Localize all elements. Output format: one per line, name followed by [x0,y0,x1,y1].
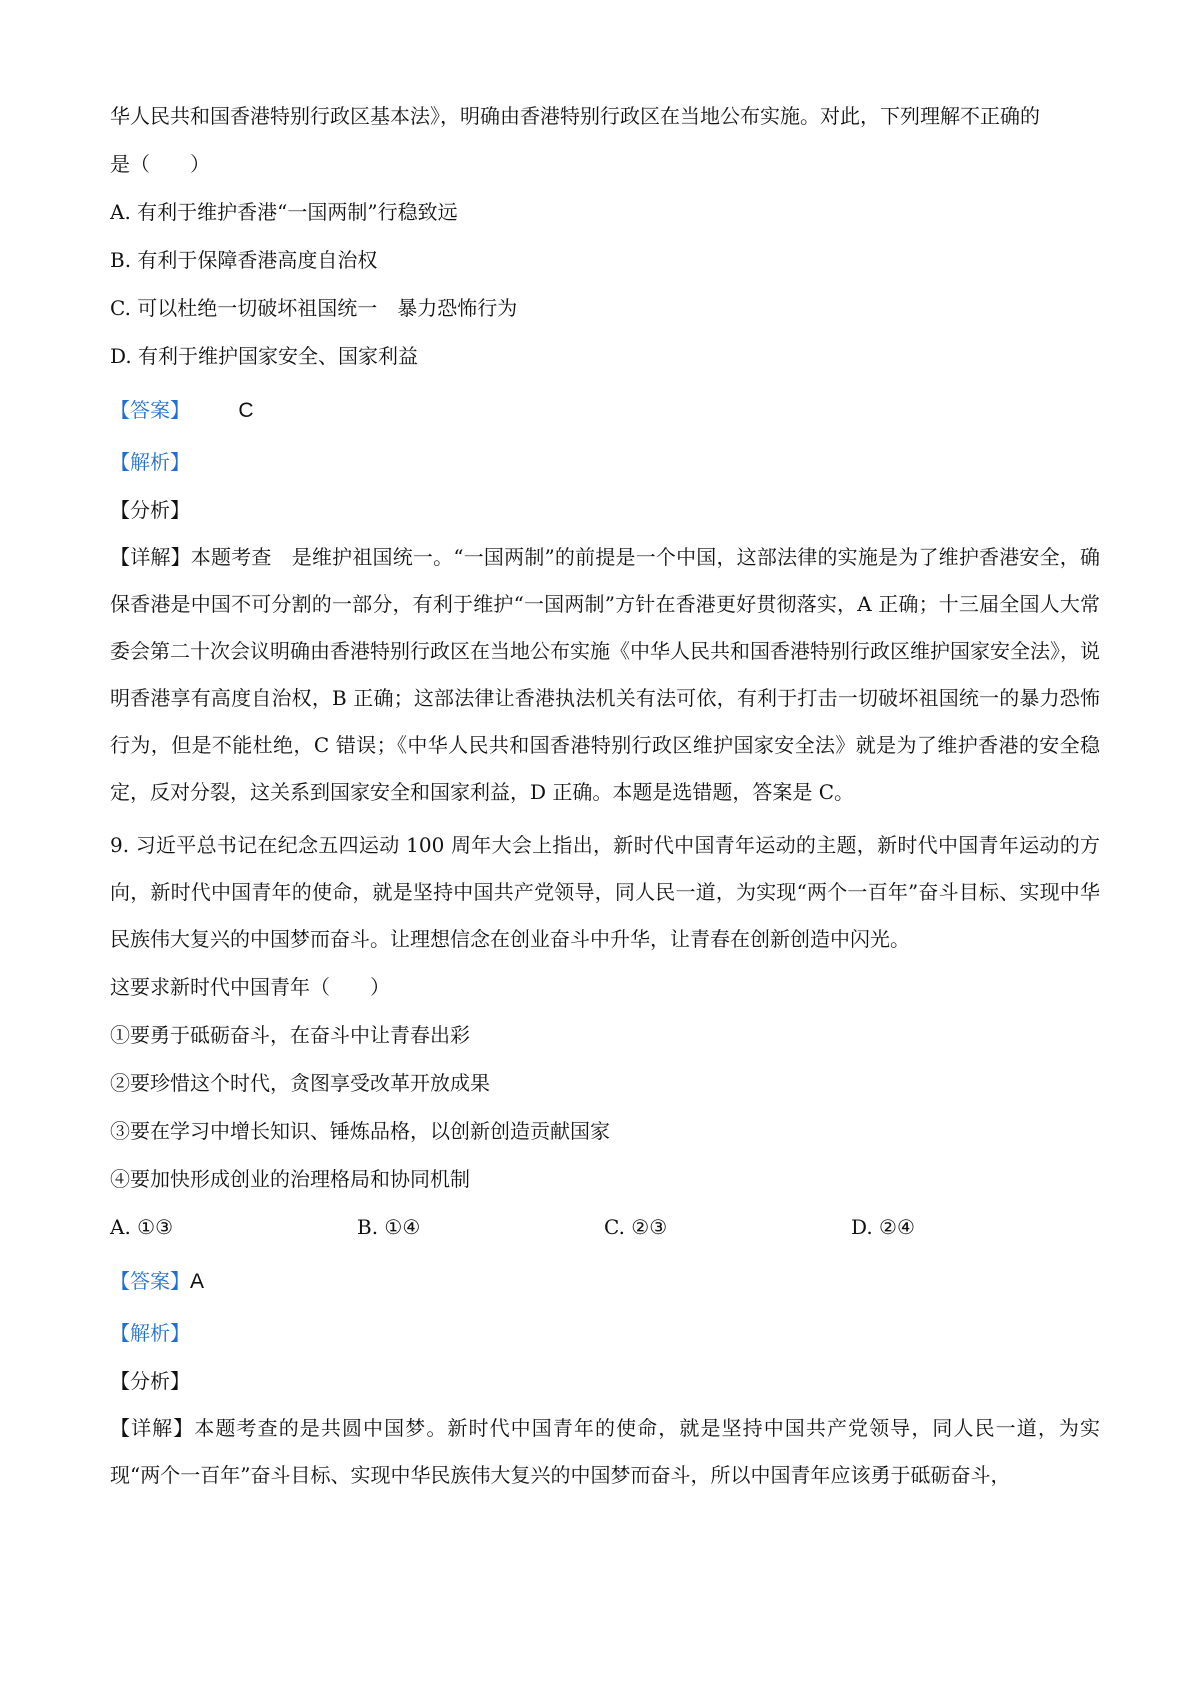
q9-option-b: B. ①④ [357,1215,421,1239]
q8-option-a: A. 有利于维护香港“一国两制”行稳致远 [110,200,458,224]
q9-item-3: ③要在学习中增长知识、锤炼品格，以创新创造贡献国家 [110,1119,610,1143]
q9-analysis-row [110,1309,1100,1357]
q9-item-1: ①要勇于砥砺奋斗，在奋斗中让青春出彩 [110,1023,470,1047]
document-page [110,92,1100,1499]
q8-fenxi-tag: 【分析】 [110,498,190,522]
q8-stem-line1: 华人民共和国香港特别行政区基本法》，明确由香港特别行政区在当地公布实施。对此，下列理解不正确的 [110,104,1040,128]
q9-fenxi-tag: 【分析】 [110,1369,190,1393]
q9-answer-value: A [190,1270,205,1293]
q9-option-c: C. ②③ [604,1215,668,1239]
q9-detail-paragraph [110,1405,1100,1499]
q9-option-a: A. ①③ [110,1215,174,1239]
q9-answer-row [110,1257,1100,1305]
q8-answer-row [110,386,1100,434]
q9-detail-tag: 【详解】 [110,1416,195,1440]
q8-fenxi-row [110,486,1100,534]
q8-stem-line2: 是（ ） [110,152,210,176]
q9-answer-tag: 【答案】 [110,1269,190,1293]
q9-stem-paragraph: 9. 习近平总书记在纪念五四运动 100 周年大会上指出，新时代中国青年运动的主题，新时代中国青年运动的方向，新时代中国青年的使命，就是坚持中国共产党领导，同人民一道，为实现“两个一百年”奋斗目标、实现中华民族伟大复兴的中国梦而奋斗。让理想信念在创业奋斗中升华，让青春在创新创造中闪光。 [110,833,1100,951]
q8-option-c: C. 可以杜绝一切破坏祖国统一 暴力恐怖行为 [110,296,518,320]
q8-analysis-row [110,438,1100,486]
q8-option-b: B. 有利于保障香港高度自治权 [110,248,378,272]
q8-answer-tag: 【答案】 [110,398,190,422]
q9-analysis-tag: 【解析】 [110,1321,190,1345]
q9-fenxi-row [110,1357,1100,1405]
q9-stem-tail: 这要求新时代中国青年（ ） [110,975,390,999]
q8-detail-tag: 【详解】 [110,545,191,569]
q9-option-d: D. ②④ [851,1215,915,1239]
q8-detail-text: 本题考查 是维护祖国统一。“一国两制”的前提是一个中国，这部法律的实施是为了维护香港安全，确保香港是中国不可分割的一部分，有利于维护“一国两制”方针在香港更好贯彻落实，A 正确；十三届全国人大常委会第二十次会议明确由香港特别行政区在当地公布实施《中华人民共和国香港特别行政区维护国家安全法》，说明香港享有高度自治权，B 正确；这部法律让香港执法机关有法可依，有利于打击一切破坏祖国统一的暴力恐怖行为，但是不能杜绝，C 错误；《中华人民共和国香港特别行政区维护国家安全法》就是为了维护香港的安全稳定，反对分裂，这关系到国家安全和国家利益，D 正确。本题是选错题，答案是 C。 [110,545,1100,804]
q9-item-4: ④要加快形成创业的治理格局和协同机制 [110,1167,470,1191]
q9-detail-text: 本题考查的是共圆中国梦。新时代中国青年的使命，就是坚持中国共产党领导，同人民一道，为实现“两个一百年”奋斗目标、实现中华民族伟大复兴的中国梦而奋斗，所以中国青年应该勇于砥砺奋斗， [110,1416,1101,1487]
q8-option-d: D. 有利于维护国家安全、国家利益 [110,344,419,368]
q8-detail-paragraph [110,534,1100,816]
q8-answer-value: C [238,399,254,422]
q9-item-2: ②要珍惜这个时代，贪图享受改革开放成果 [110,1071,490,1095]
q8-analysis-tag: 【解析】 [110,450,190,474]
q9-options-row [110,1203,1100,1251]
